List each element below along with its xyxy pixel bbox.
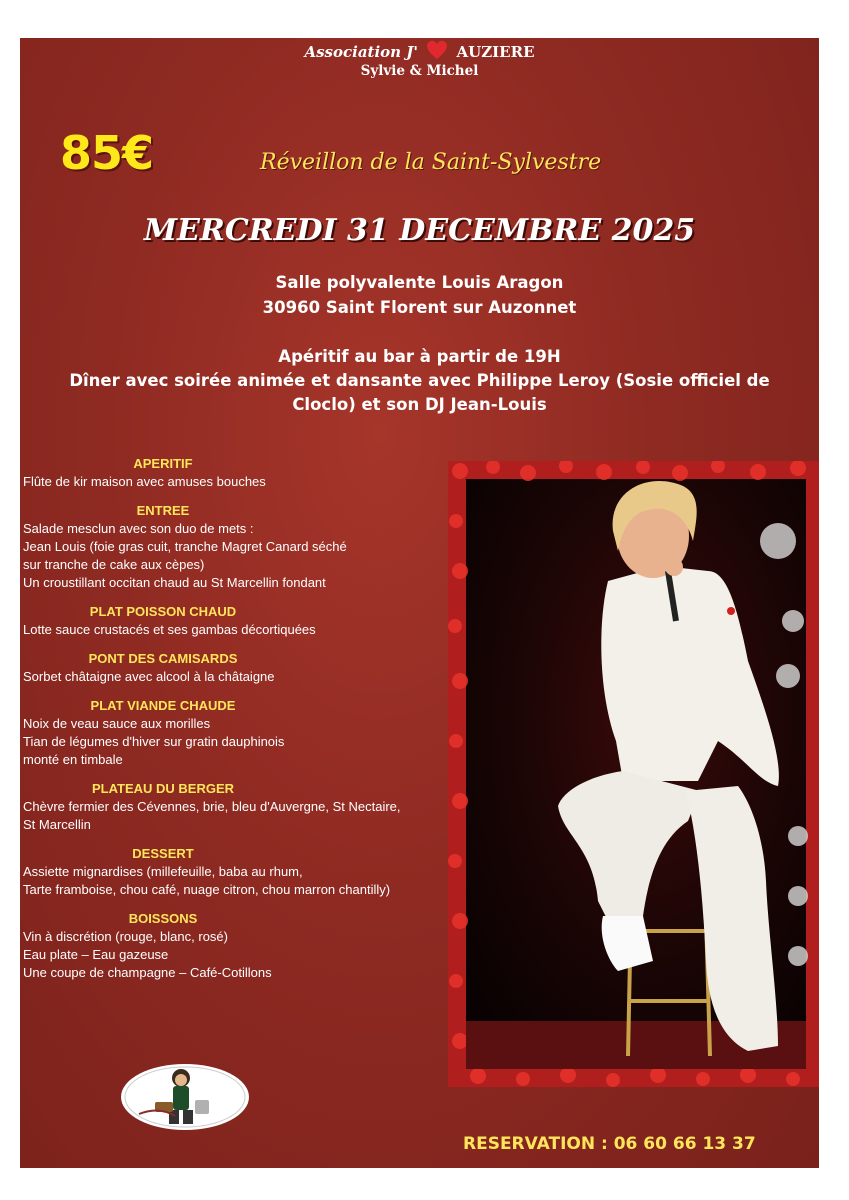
menu-item: Jean Louis (foie gras cuit, tranche Magret Canard séché — [23, 539, 347, 554]
menu-heading: APERITIF — [133, 456, 193, 471]
menu-section-entree — [23, 503, 443, 592]
menu-item: Flûte de kir maison avec amuses bouches — [23, 474, 266, 489]
menu-heading: BOISSONS — [128, 911, 198, 926]
program-block — [20, 345, 819, 417]
menu-item: Assiette mignardises (millefeuille, baba au rhum, — [23, 864, 303, 879]
menu-heading: PONT DES CAMISARDS — [88, 651, 238, 666]
menu-item: Une coupe de champagne – Café-Cotillons — [23, 965, 272, 980]
performer-photo — [448, 461, 819, 1087]
price-label: 85€ — [60, 126, 154, 180]
association-header — [20, 40, 819, 61]
event-title: Réveillon de la Saint-Sylvestre — [260, 150, 602, 175]
menu-section-aperitif — [23, 456, 443, 491]
venue-address: 30960 Saint Florent sur Auzonnet — [262, 298, 577, 317]
menu-item: Chèvre fermier des Cévennes, brie, bleu d'Auvergne, St Nectaire, — [23, 799, 401, 814]
menu-section-meat — [23, 698, 443, 769]
association-prefix: Association J' — [304, 43, 419, 61]
menu-item: Tarte framboise, chou café, nuage citron, chou marron chantilly) — [23, 882, 391, 897]
menu-section-cheese — [23, 781, 443, 834]
menu-heading: DESSERT — [132, 846, 194, 861]
menu-section-sorbet — [23, 651, 443, 686]
menu-item: Noix de veau sauce aux morilles — [23, 716, 211, 731]
heart-icon — [426, 40, 448, 60]
mascot-logo — [119, 1062, 251, 1132]
menu-section-dessert — [23, 846, 443, 899]
program-line: Cloclo) et son DJ Jean-Louis — [292, 395, 547, 414]
menu-item: Vin à discrétion (rouge, blanc, rosé) — [23, 929, 228, 944]
menu-heading: ENTREE — [136, 503, 190, 518]
event-date: MERCREDI 31 DECEMBRE 2025 — [143, 213, 696, 248]
reservation-phone: RESERVATION : 06 60 66 13 37 — [463, 1134, 756, 1154]
venue-name: Salle polyvalente Louis Aragon — [275, 273, 564, 292]
menu-item: Eau plate – Eau gazeuse — [23, 947, 169, 962]
association-name: AUZIERE — [456, 43, 535, 61]
menu-heading: PLATEAU DU BERGER — [91, 781, 235, 796]
menu-heading: PLAT VIANDE CHAUDE — [90, 698, 236, 713]
menu-section-drinks — [23, 911, 443, 982]
organizer-names: Sylvie & Michel — [360, 63, 479, 79]
menu-section-fish — [23, 604, 443, 639]
program-line: Dîner avec soirée animée et dansante avec Philippe Leroy (Sosie officiel de — [69, 371, 770, 390]
menu — [23, 456, 443, 994]
menu-item: Lotte sauce crustacés et ses gambas décortiquées — [23, 622, 316, 637]
menu-item: sur tranche de cake aux cèpes) — [23, 557, 205, 572]
menu-item: St Marcellin — [23, 817, 91, 832]
menu-heading: PLAT POISSON CHAUD — [89, 604, 237, 619]
menu-item: monté en timbale — [23, 752, 123, 767]
menu-item: Salade mesclun avec son duo de mets : — [23, 521, 254, 536]
program-line: Apéritif au bar à partir de 19H — [278, 347, 561, 366]
menu-item: Tian de légumes d'hiver sur gratin dauphinois — [23, 734, 285, 749]
menu-item: Sorbet châtaigne avec alcool à la châtaigne — [23, 669, 275, 684]
event-poster — [20, 38, 819, 1168]
menu-item: Un croustillant occitan chaud au St Marcellin fondant — [23, 575, 326, 590]
venue-block — [20, 270, 819, 320]
